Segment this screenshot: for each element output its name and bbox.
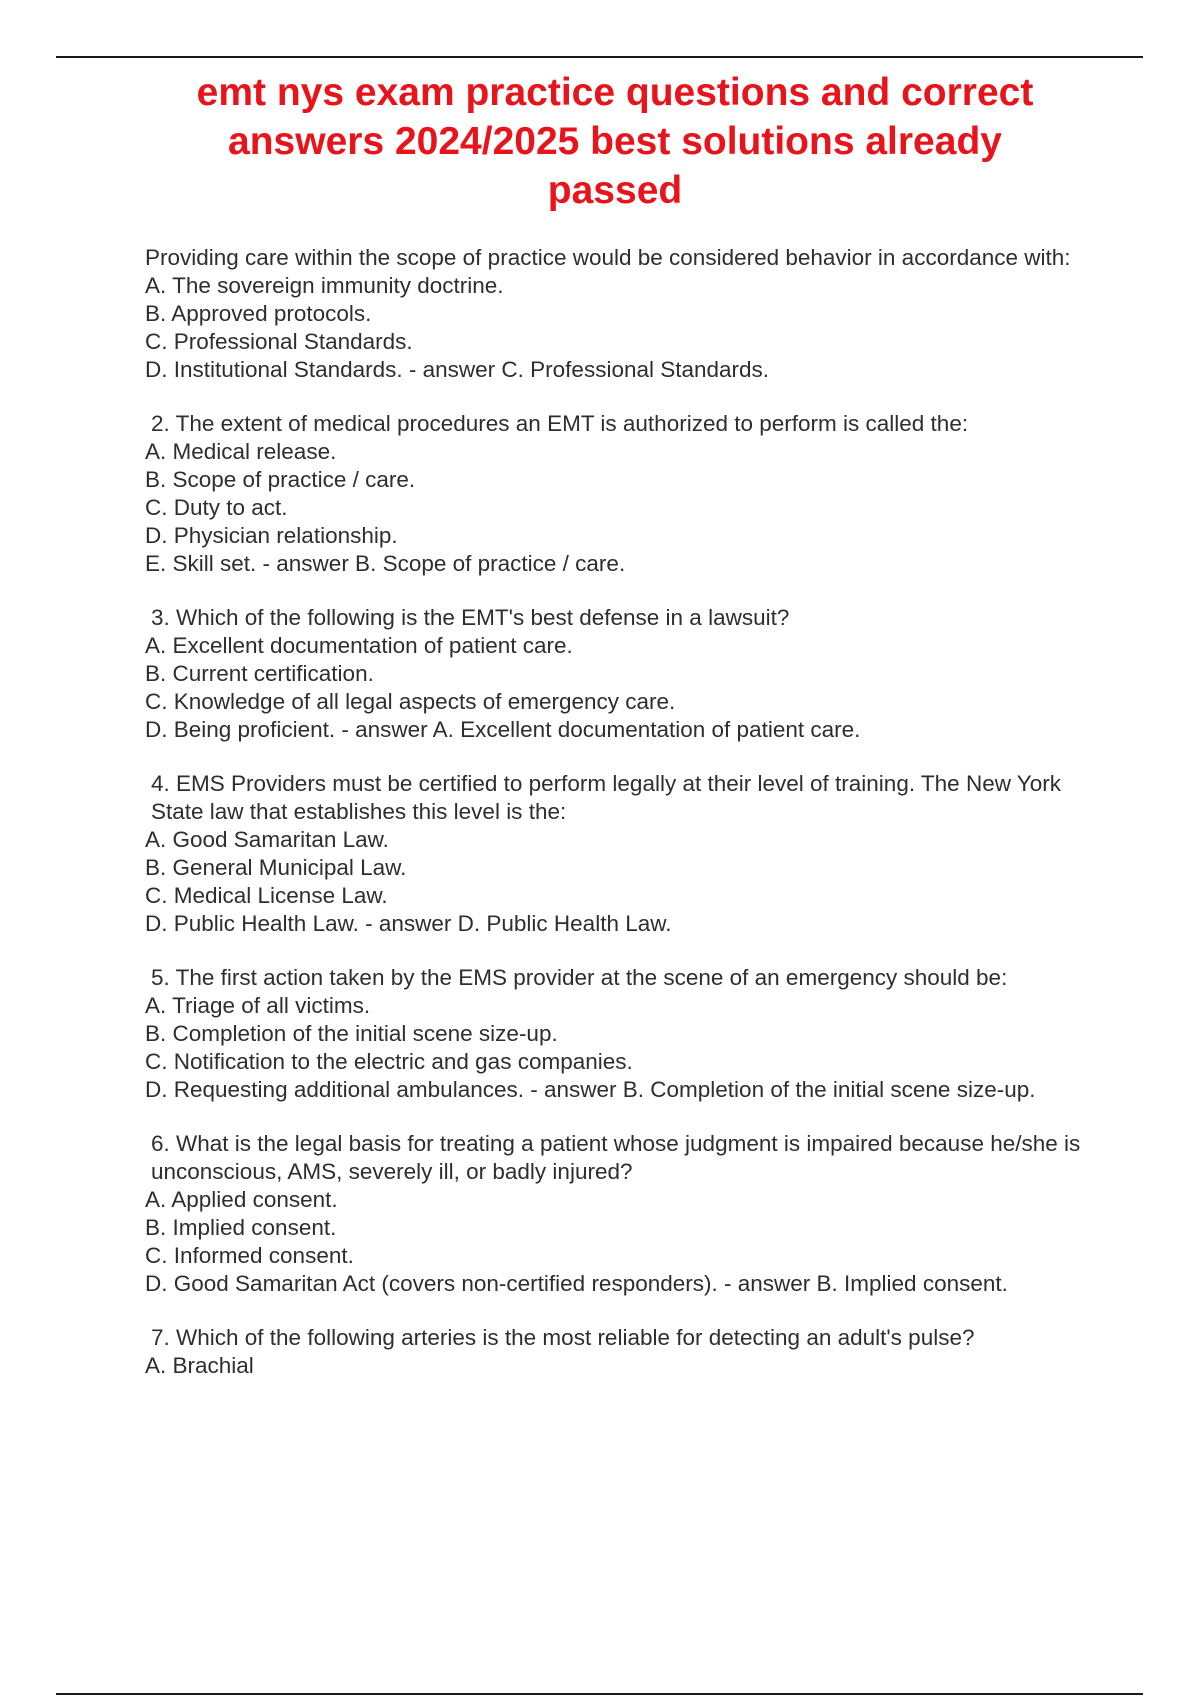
document-title — [120, 68, 1110, 215]
question-prompt: Providing care within the scope of practice would be considered behavior in accordance with: — [145, 245, 1071, 270]
top-rule — [56, 56, 1143, 58]
answer-option: A. The sovereign immunity doctrine. — [145, 273, 504, 298]
question-block-6 — [145, 1130, 1095, 1298]
title-line-1: emt nys exam practice questions and correct — [196, 71, 1034, 114]
answer-option: A. Good Samaritan Law. — [145, 827, 389, 852]
answer-option: C. Duty to act. — [145, 495, 288, 520]
answer-option: A. Medical release. — [145, 439, 337, 464]
answer-option: A. Triage of all victims. — [145, 993, 371, 1018]
bottom-rule — [56, 1693, 1143, 1695]
answer-option: C. Professional Standards. — [145, 329, 413, 354]
title-line-3: passed — [547, 169, 683, 212]
answer-option: C. Informed consent. — [145, 1243, 354, 1268]
answer-option: D. Public Health Law. - answer D. Public Health Law. — [145, 911, 672, 936]
answer-option: D. Good Samaritan Act (covers non-certified responders). - answer B. Implied consent. — [145, 1271, 1008, 1296]
question-prompt: 4. EMS Providers must be certified to perform legally at their level of training. The New York State law that establishes this level is the: — [151, 771, 1061, 824]
answer-option: B. General Municipal Law. — [145, 855, 407, 880]
answer-option: C. Knowledge of all legal aspects of emergency care. — [145, 689, 676, 714]
question-block-4 — [145, 770, 1095, 938]
answer-option: C. Medical License Law. — [145, 883, 388, 908]
question-block-3 — [145, 604, 1095, 744]
question-block-5 — [145, 964, 1095, 1104]
title-line-2: answers 2024/2025 best solutions already — [228, 120, 1002, 163]
question-prompt: 7. Which of the following arteries is the most reliable for detecting an adult's pulse? — [151, 1325, 975, 1350]
answer-option: D. Being proficient. - answer A. Excellent documentation of patient care. — [145, 717, 861, 742]
question-list — [145, 244, 1095, 1406]
question-prompt: 5. The first action taken by the EMS provider at the scene of an emergency should be: — [151, 965, 1008, 990]
answer-option: E. Skill set. - answer B. Scope of practice / care. — [145, 551, 626, 576]
answer-option: A. Excellent documentation of patient care. — [145, 633, 573, 658]
answer-option: A. Brachial — [145, 1353, 254, 1378]
answer-option: B. Approved protocols. — [145, 301, 372, 326]
answer-option: B. Completion of the initial scene size-up. — [145, 1021, 558, 1046]
answer-option: D. Institutional Standards. - answer C. Professional Standards. — [145, 357, 770, 382]
question-block-2 — [145, 410, 1095, 578]
question-prompt: 3. Which of the following is the EMT's best defense in a lawsuit? — [151, 605, 790, 630]
question-prompt: 2. The extent of medical procedures an EMT is authorized to perform is called the: — [151, 411, 969, 436]
answer-option: A. Applied consent. — [145, 1187, 338, 1212]
answer-option: D. Physician relationship. — [145, 523, 398, 548]
answer-option: B. Scope of practice / care. — [145, 467, 416, 492]
question-prompt: 6. What is the legal basis for treating a patient whose judgment is impaired because he/she is unconscious, AMS, severely ill, or badly injured? — [151, 1131, 1081, 1184]
question-block-1 — [145, 244, 1095, 384]
answer-option: D. Requesting additional ambulances. - answer B. Completion of the initial scene size-up. — [145, 1077, 1036, 1102]
answer-option: B. Current certification. — [145, 661, 374, 686]
question-block-7 — [145, 1324, 1095, 1380]
answer-option: B. Implied consent. — [145, 1215, 337, 1240]
answer-option: C. Notification to the electric and gas companies. — [145, 1049, 633, 1074]
